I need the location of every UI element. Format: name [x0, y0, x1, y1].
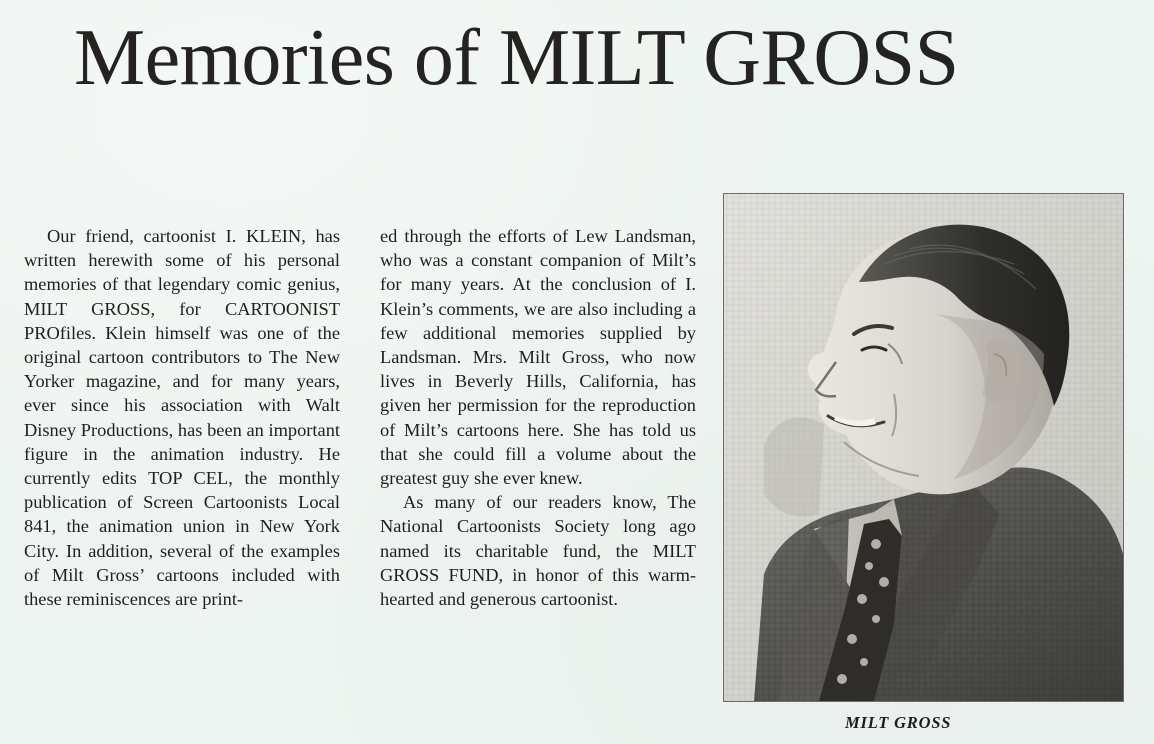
page-title: Memories of MILT GROSS: [74, 14, 959, 102]
photo-caption: MILT GROSS: [845, 713, 952, 732]
portrait-photo: [723, 193, 1124, 702]
article-paragraph-intro: Our friend, cartoonist I. KLEIN, has written herewith some of his personal memories of that legendary comic genius, MILT GROSS, for CARTOONIST PROfiles. Klein himself was one of the original cartoon contributors to The New Yorker magazine, and for many years, ever since his association with Walt Disney Productions, has been an important figure in the animation industry. He currently edits TOP CEL, the monthly publication of Screen Cartoonists Local 841, the animation union in New York City. In addition, several of the examples of Milt Gross’ cartoons included with these reminiscences are print-: [24, 226, 340, 610]
portrait-illustration: [724, 194, 1123, 701]
article-column-right: [380, 224, 696, 611]
article-paragraph-fund: As many of our readers know, The National Cartoonists Society long ago named its charitable fund, the MILT GROSS FUND, in honor of this warm-hearted and generous cartoonist.: [380, 492, 696, 610]
article-column-left: [24, 224, 340, 611]
article-paragraph-continued: ed through the efforts of Lew Landsman, who was a constant companion of Milt’s for many years. At the conclusion of I. Klein’s comments, we are also including a few additional memories supplied by Landsman. Mrs. Milt Gross, who now lives in Beverly Hills, California, has given her permission for the reproduction of Milt’s cartoons here. She has told us that she could fill a volume about the greatest guy she ever knew.: [380, 226, 696, 489]
